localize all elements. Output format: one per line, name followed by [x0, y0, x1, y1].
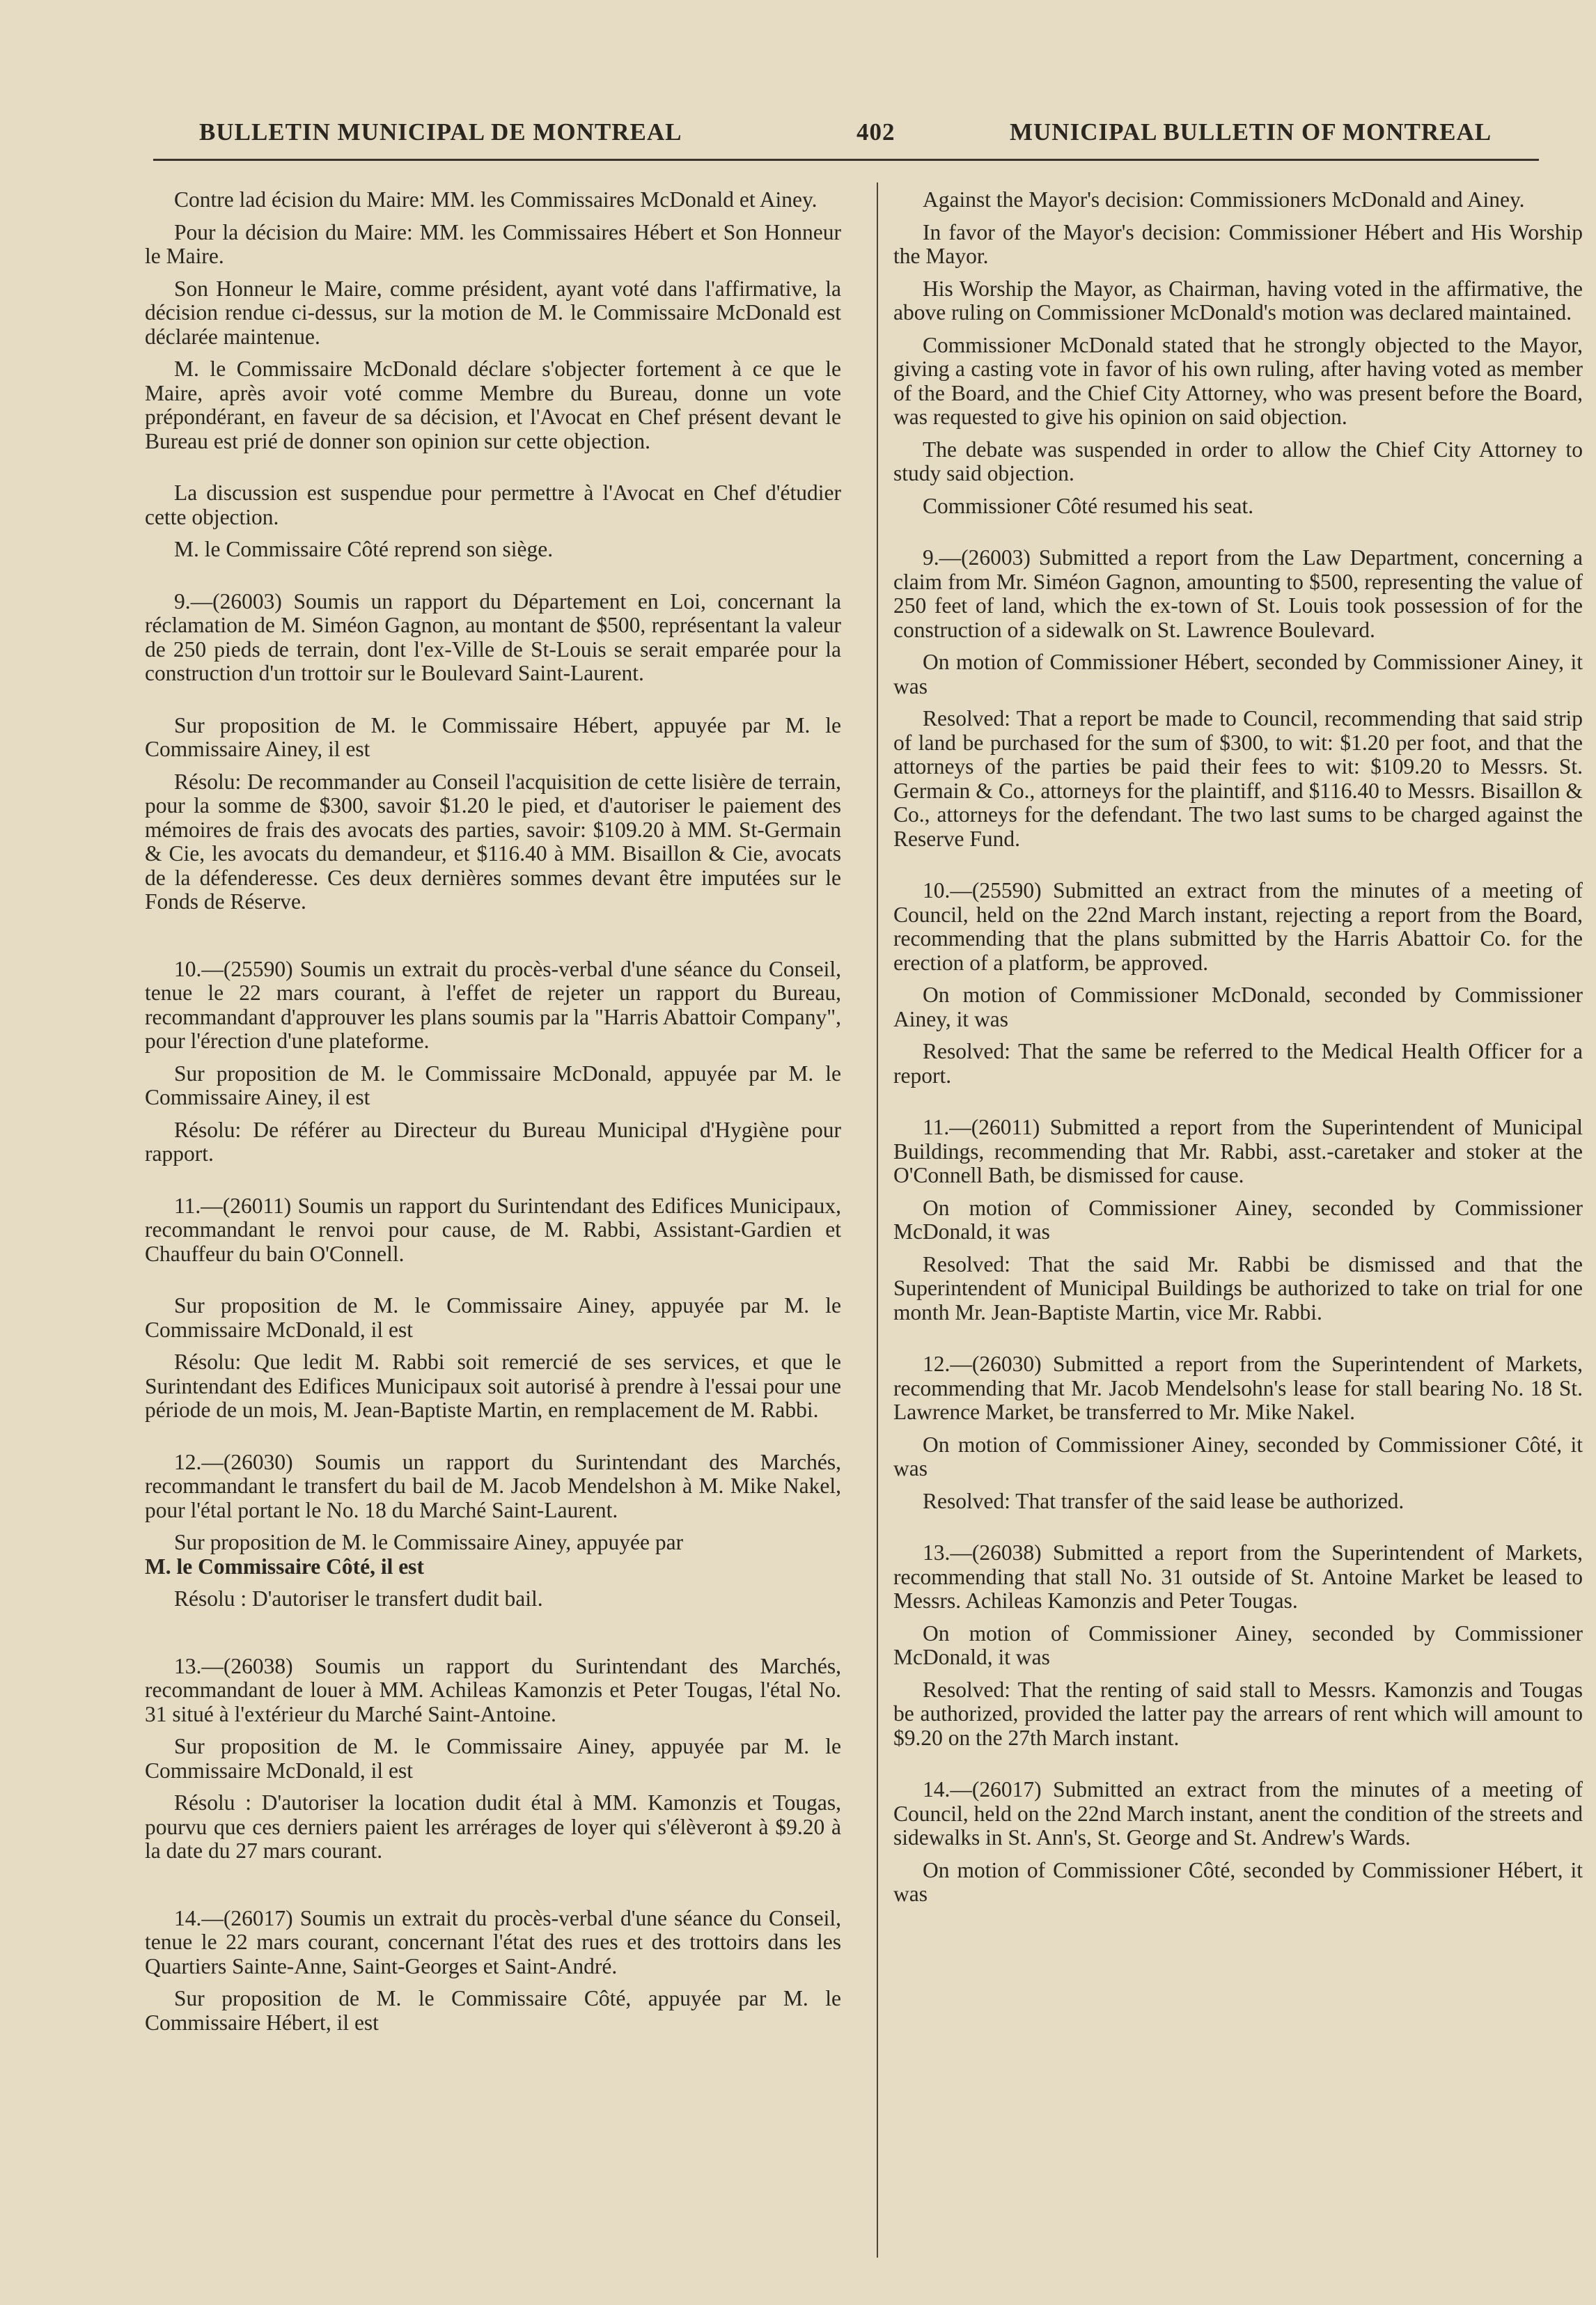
paragraph: Commissioner Côté resumed his seat. [923, 493, 1254, 518]
resolution: Resolved: That a report be made to Council, recommending that said strip of land be purchased for the sum of $300, to wit: $1.20 per foot, and that the attorneys of the parties be paid their fees to wit: $109.20 to Messrs. St. Germain & Co., attorneys for the plaintiff, and $116.40 to Messrs. Bisaillon & Co., attorneys for the defendant. The two last sums to be charged against the Reserve Fund. [893, 706, 1583, 851]
paragraph: La discussion est suspendue pour permettre à l'Avocat en Chef d'étudier cette objection. [145, 480, 841, 529]
motion: On motion of Commissioner Ainey, seconded by Commissioner McDonald, it was [893, 1620, 1583, 1669]
item-10: 10.—(25590) Soumis un extrait du procès-verbal d'une séance du Conseil, tenue le 22 mars courant, à l'effet de rejeter un rapport du Bureau, recommandant d'approuver les plans soumis par la "Harris Abattoir Company", pour l'érection d'une plateforme. [145, 956, 841, 1053]
resolution: Résolu: Que ledit M. Rabbi soit remercié de ses services, et que le Surintendant des Edifices Municipaux soit autorisé à prendre à l'essai pour une période de un mois, M. Jean-Baptiste Martin, en remplacement de M. Rabbi. [145, 1350, 841, 1422]
motion-continued: M. le Commissaire Côté, il est [145, 1554, 424, 1579]
resolution: Resolved: That the renting of said stall to Messrs. Kamonzis and Tougas be authorized, provided the latter pay the arrears of rent which will amount to $9.20 on the 27th March instant. [893, 1677, 1583, 1750]
paragraph: Against the Mayor's decision: Commissioners McDonald and Ainey. [923, 187, 1525, 212]
resolution: Resolved: That the same be referred to the Medical Health Officer for a report. [893, 1039, 1583, 1088]
motion: Sur proposition de M. le Commissaire Ainey, appuyée par [174, 1530, 684, 1554]
page-header [160, 111, 1553, 153]
motion: On motion of Commissioner Ainey, seconded by Commissioner McDonald, it was [893, 1195, 1583, 1244]
item-10: 10.—(25590) Submitted an extract from the minutes of a meeting of Council, held on the 22nd March instant, rejecting a report from the Board, recommending that the plans submitted by the Harris Abattoir Co. for the erection of a platform, be approved. [893, 878, 1583, 975]
resolution: Résolu : D'autoriser la location dudit étal à MM. Kamonzis et Tougas, pourvu que ces derniers paient les arrérages de loyer qui s'élèveront à $9.20 à la date du 27 mars courant. [145, 1790, 841, 1863]
paragraph: The debate was suspended in order to allow the Chief City Attorney to study said objection. [893, 437, 1583, 485]
motion: On motion of Commissioner Hébert, seconded by Commissioner Ainey, it was [893, 650, 1583, 698]
item-13: 13.—(26038) Submitted a report from the Superintendent of Markets, recommending that stall No. 31 outside of St. Antoine Market be leased to Messrs. Achileas Kamonzis and Peter Tougas. [893, 1540, 1583, 1613]
item-9: 9.—(26003) Submitted a report from the Law Department, concerning a claim from Mr. Siméon Gagnon, amounting to $500, representing the value of 250 feet of land, which the ex-town of St. Louis took possession of for the construction of a sidewalk on St. Lawrence Boulevard. [893, 545, 1583, 642]
item-11: 11.—(26011) Submitted a report from the Superintendent of Municipal Buildings, recommending that Mr. Rabbi, asst.-caretaker and stoker at the O'Connell Bath, be dismissed for cause. [893, 1115, 1583, 1187]
resolution: Résolu: De référer au Directeur du Bureau Municipal d'Hygiène pour rapport. [145, 1117, 841, 1166]
header-title-french: BULLETIN MUNICIPAL DE MONTREAL [199, 118, 682, 146]
paragraph: Son Honneur le Maire, comme président, ayant voté dans l'affirmative, la décision rendue ci-dessus, sur la motion de M. le Commissaire McDonald est déclarée maintenue. [145, 276, 841, 349]
resolution: Résolu: De recommander au Conseil l'acquisition de cette lisière de terrain, pour la somme de $300, savoir $1.20 le pied, et d'autoriser le paiement des mémoires de frais des avocats des parties, savoir: $109.20 à MM. St-Germain & Cie, les avocats du demandeur, et $116.40 à MM. Bisaillon & Cie, avocats de la défenderesse. Ces deux dernières sommes devant être imputées sur le Fonds de Réserve. [145, 769, 841, 914]
paragraph: Pour la décision du Maire: MM. les Commissaires Hébert et Son Honneur le Maire. [145, 219, 841, 268]
header-rule [153, 159, 1539, 161]
item-14: 14.—(26017) Soumis un extrait du procès-verbal d'une séance du Conseil, tenue le 22 mars courant, concernant l'état des rues et des trottoirs dans les Quartiers Sainte-Anne, Saint-Georges et Saint-André. [145, 1905, 841, 1978]
resolution: Resolved: That the said Mr. Rabbi be dismissed and that the Superintendent of Municipal Buildings be authorized to take on trial for one month Mr. Jean-Baptiste Martin, vice Mr. Rabbi. [893, 1251, 1583, 1325]
paragraph: Contre lad écision du Maire: MM. les Commissaires McDonald et Ainey. [174, 187, 817, 212]
page-number: 402 [856, 118, 895, 146]
paragraph: Commissioner McDonald stated that he strongly objected to the Mayor, giving a casting vote in favor of his own ruling, after having voted as member of the Board, and the Chief City Attorney, who was present before the Board, was requested to give his opinion on said objection. [893, 332, 1583, 429]
motion: On motion of Commissioner McDonald, seconded by Commissioner Ainey, it was [893, 983, 1583, 1031]
item-14: 14.—(26017) Submitted an extract from the minutes of a meeting of Council, held on the 22nd March instant, anent the condition of the streets and sidewalks in St. Ann's, St. George and St. Andrew's Wards. [893, 1777, 1583, 1850]
paragraph: His Worship the Mayor, as Chairman, having voted in the affirmative, the above ruling on Commissioner McDonald's motion was declared maintained. [893, 276, 1583, 325]
motion: On motion of Commissioner Ainey, seconded by Commissioner Côté, it was [893, 1432, 1583, 1480]
paragraph: In favor of the Mayor's decision: Commissioner Hébert and His Worship the Mayor. [893, 219, 1583, 268]
paragraph: M. le Commissaire McDonald déclare s'objecter fortement à ce que le Maire, après avoir voté comme Membre du Bureau, donne un vote prépondérant, en faveur de sa décision, et l'Avocat en Chef présent devant le Bureau est prié de donner son opinion sur cette objection. [145, 357, 841, 453]
french-column [145, 188, 841, 2043]
motion: On motion of Commissioner Côté, seconded by Commissioner Hébert, it was [893, 1857, 1583, 1906]
resolution: Résolu : D'autoriser le transfert dudit bail. [174, 1586, 543, 1611]
header-title-english: MUNICIPAL BULLETIN OF MONTREAL [1010, 118, 1492, 146]
resolution: Resolved: That transfer of the said lease be authorized. [923, 1488, 1405, 1513]
item-13: 13.—(26038) Soumis un rapport du Surintendant des Marchés, recommandant de louer à MM. Achileas Kamonzis et Peter Tougas, l'étal No. 31 situé à l'extérieur du Marché Saint-Antoine. [145, 1653, 841, 1726]
english-column [893, 188, 1583, 1915]
motion: Sur proposition de M. le Commissaire McDonald, appuyée par M. le Commissaire Ainey, il est [145, 1061, 841, 1109]
item-12: 12.—(26030) Soumis un rapport du Surintendant des Marchés, recommandant le transfert du bail de M. Jacob Mendelshon à M. Mike Nakel, pour l'étal portant le No. 18 du Marché Saint-Laurent. [145, 1449, 841, 1522]
item-9: 9.—(26003) Soumis un rapport du Département en Loi, concernant la réclamation de M. Siméon Gagnon, au montant de $500, représentant la valeur de 250 pieds de terrain, dont l'ex-Ville de St-Louis se serait emparée pour la construction d'un trottoir sur le Boulevard Saint-Laurent. [145, 588, 841, 685]
motion: Sur proposition de M. le Commissaire Hébert, appuyée par M. le Commissaire Ainey, il est [145, 712, 841, 761]
column-divider [877, 182, 878, 2258]
motion: Sur proposition de M. le Commissaire Ainey, appuyée par M. le Commissaire McDonald, il est [145, 1734, 841, 1783]
item-12: 12.—(26030) Submitted a report from the Superintendent of Markets, recommending that Mr. Jacob Mendelsohn's lease for stall bearing No. 18 St. Lawrence Market, be transferred to Mr. Mike Nakel. [893, 1352, 1583, 1424]
motion: Sur proposition de M. le Commissaire Ainey, appuyée par M. le Commissaire McDonald, il est [145, 1293, 841, 1342]
paragraph: M. le Commissaire Côté reprend son siège. [174, 537, 554, 561]
item-11: 11.—(26011) Soumis un rapport du Surintendant des Edifices Municipaux, recommandant le renvoi pour cause, de M. Rabbi, Assistant-Gardien et Chauffeur du bain O'Connell. [145, 1193, 841, 1266]
motion: Sur proposition de M. le Commissaire Côté, appuyée par M. le Commissaire Hébert, il est [145, 1986, 841, 2035]
